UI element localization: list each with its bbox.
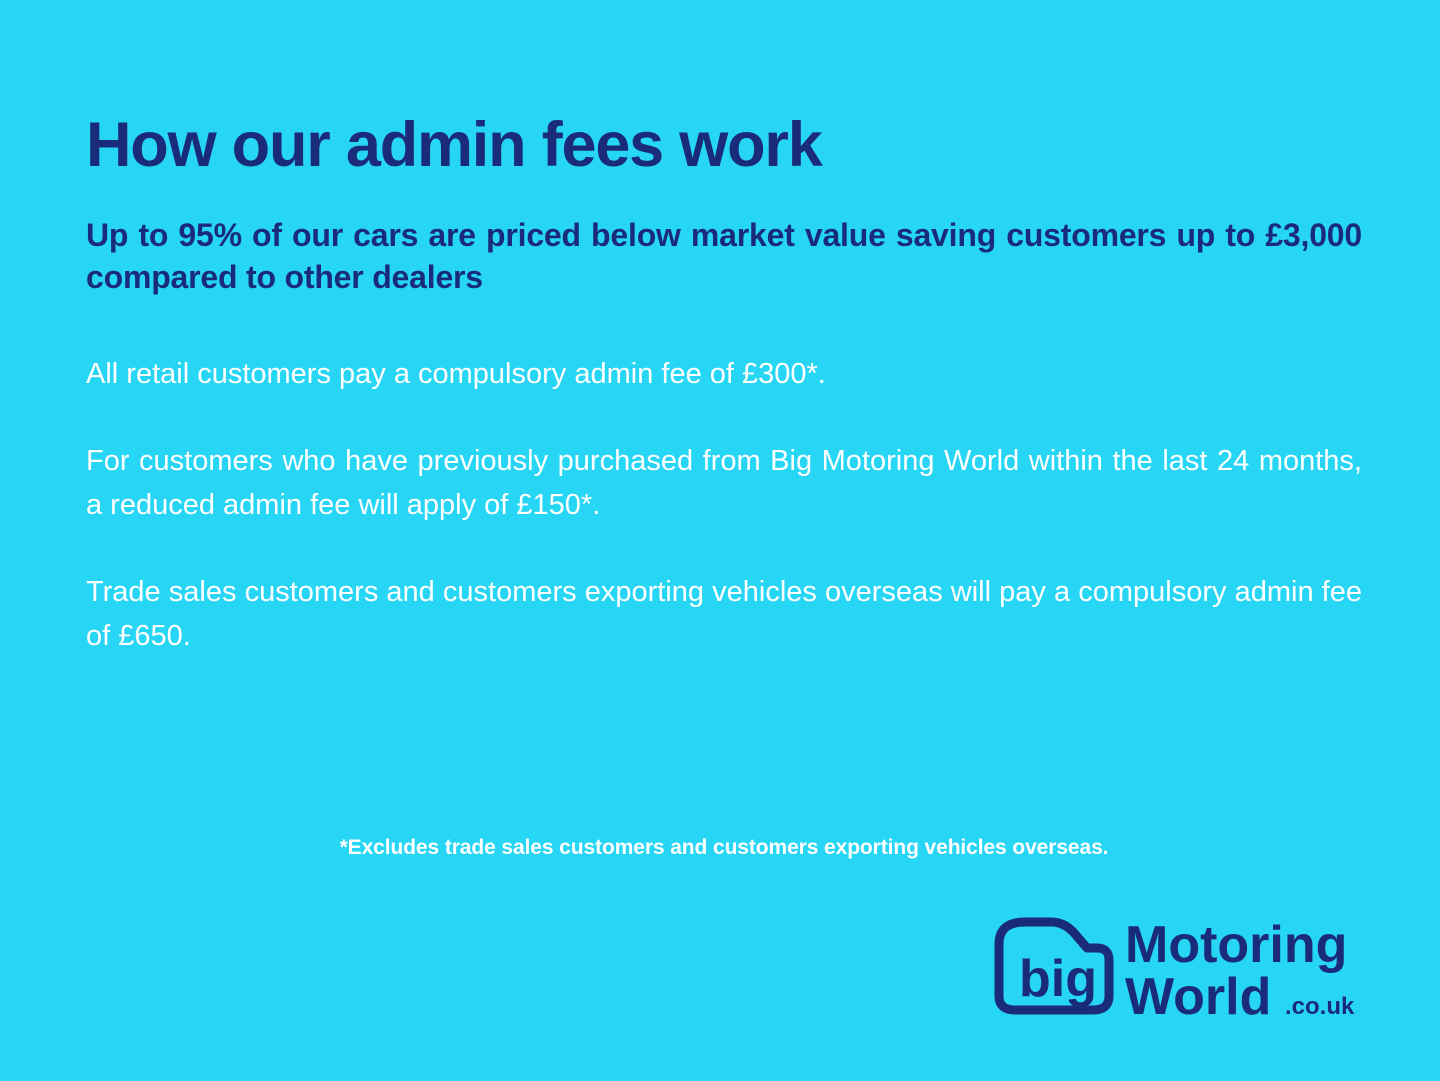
logo-wordmark (1125, 916, 1355, 1026)
paragraph-trade-export-fee: Trade sales customers and customers exporting vehicles overseas will pay a compulsory admin fee of £650. (86, 576, 1362, 652)
subheading: Up to 95% of our cars are priced below market value saving customers up to £3,000 compared to other dealers (86, 217, 1362, 296)
page-title: How our admin fees work (86, 110, 822, 180)
paragraph-returning-customer-fee: For customers who have previously purchased from Big Motoring World within the last 24 months, a reduced admin fee will apply of £150*. (86, 445, 1362, 521)
car-badge-icon (999, 922, 1109, 1010)
svg-text:big: big (1019, 950, 1097, 1008)
svg-text:World: World (1125, 968, 1272, 1026)
slide-content (86, 112, 1362, 658)
big-motoring-world-logo (985, 900, 1365, 1030)
footnote: *Excludes trade sales customers and customers exporting vehicles overseas. (339, 836, 1109, 859)
body-text-block (86, 353, 1362, 659)
svg-text:.co.uk: .co.uk (1285, 993, 1355, 1020)
paragraph-retail-fee: All retail customers pay a compulsory admin fee of £300*. (86, 357, 826, 390)
svg-text:Motoring: Motoring (1125, 916, 1348, 974)
